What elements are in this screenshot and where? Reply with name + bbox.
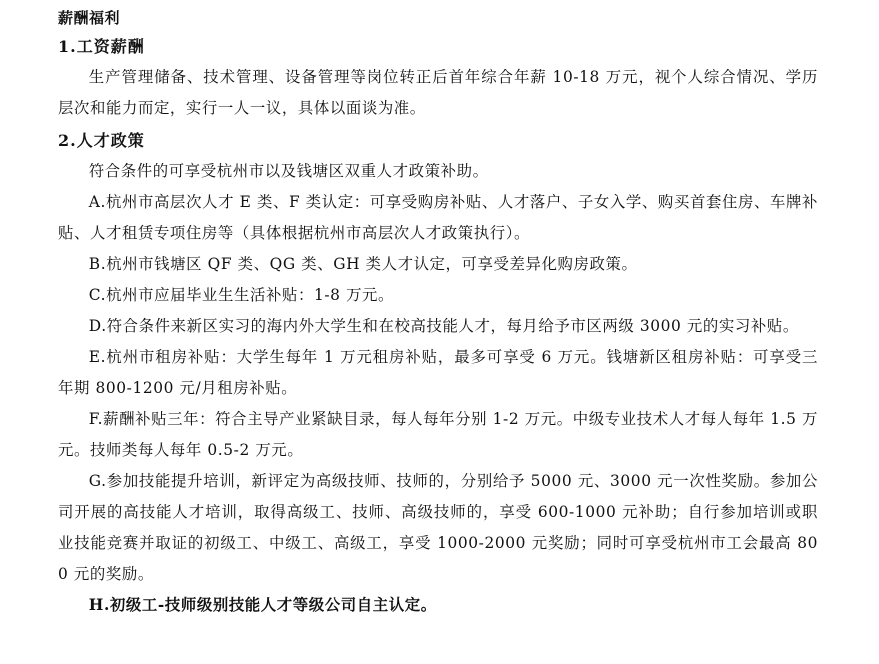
document-title: 薪酬福利 bbox=[58, 9, 121, 27]
policy-item-e: E.杭州市租房补贴：大学生每年 1 万元租房补贴，最多可享受 6 万元。钱塘新区租房补贴：可享受三年期 800-1200 元/月租房补贴。 bbox=[58, 348, 818, 397]
talent-policy-intro: 符合条件的可享受杭州市以及钱塘区双重人才政策补助。 bbox=[88, 162, 489, 180]
policy-item-h: H.初级工-技师级别技能人才等级公司自主认定。 bbox=[88, 596, 437, 614]
document-page bbox=[58, 6, 818, 621]
salary-paragraph: 生产管理储备、技术管理、设备管理等岗位转正后首年综合年薪 10-18 万元，视个人综合情况、学历层次和能力而定，实行一人一议，具体以面谈为准。 bbox=[58, 68, 818, 117]
policy-item-b: B.杭州市钱塘区 QF 类、QG 类、GH 类人才认定，可享受差异化购房政策。 bbox=[88, 255, 638, 273]
policy-item-g: G.参加技能提升培训，新评定为高级技师、技师的，分别给予 5000 元、3000 元一次性奖励。参加公司开展的高技能人才培训，取得高级工、技师、高级技师的，享受 600-1000 元补助；自行参加培训或职业技能竞赛并取证的初级工、中级工、高级工，享受 1000-2000 元奖励；同时可享受杭州市工会最高 800 元的奖励。 bbox=[58, 472, 818, 583]
policy-item-d: D.符合条件来新区实习的海内外大学生和在校高技能人才，每月给予市区两级 3000 元的实习补贴。 bbox=[88, 317, 799, 335]
policy-item-a: A.杭州市高层次人才 E 类、F 类认定：可享受购房补贴、人才落户、子女入学、购买首套住房、车牌补贴、人才租赁专项住房等（具体根据杭州市高层次人才政策执行）。 bbox=[58, 193, 818, 242]
section-heading-salary: 1.工资薪酬 bbox=[58, 37, 145, 56]
policy-item-c: C.杭州市应届毕业生生活补贴：1-8 万元。 bbox=[88, 286, 395, 304]
section-heading-talent-policy: 2.人才政策 bbox=[58, 131, 145, 150]
policy-item-f: F.薪酬补贴三年：符合主导产业紧缺目录，每人每年分别 1-2 万元。中级专业技术人才每人每年 1.5 万元。技师类每人每年 0.5-2 万元。 bbox=[58, 410, 818, 459]
